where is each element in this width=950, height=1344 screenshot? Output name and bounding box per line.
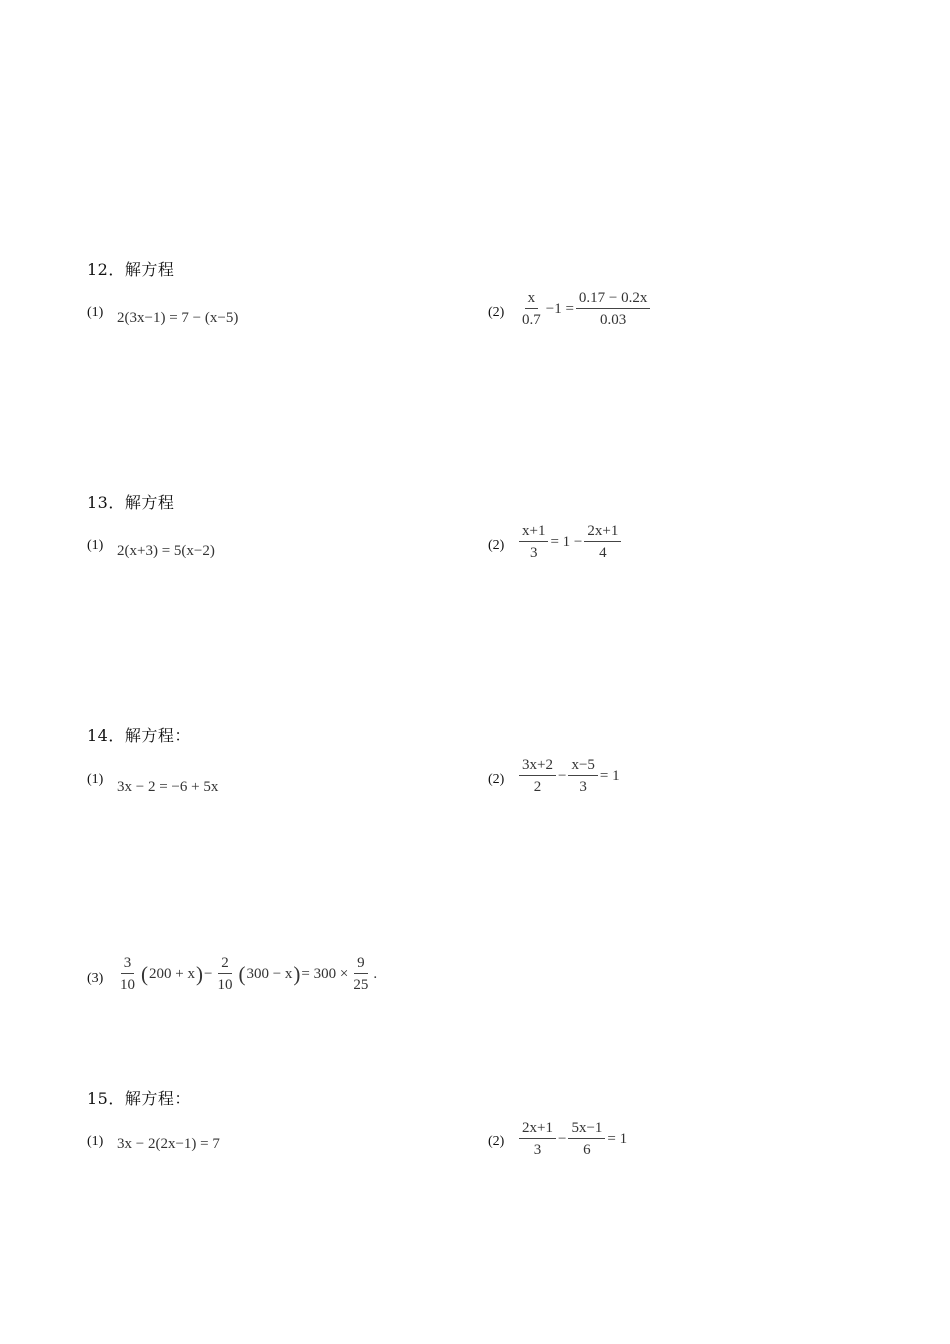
- fraction: [350, 955, 371, 993]
- fraction: [568, 1120, 605, 1158]
- q12-part1-label: (1): [87, 305, 104, 320]
- numerator: x: [525, 290, 539, 309]
- q13-part2-equation: [517, 523, 623, 561]
- period: .: [373, 965, 378, 982]
- q15-part1-label: (1): [87, 1134, 104, 1149]
- fraction: [584, 523, 621, 561]
- operator: = 1 −: [550, 533, 583, 550]
- paren-open: (: [238, 961, 246, 986]
- denominator: 4: [599, 545, 607, 561]
- fraction: [576, 290, 650, 328]
- operator: −: [203, 965, 213, 982]
- numerator: 2: [218, 955, 232, 974]
- operator: −: [557, 1130, 567, 1147]
- group-expression: 300 − x: [246, 965, 293, 982]
- equals-one: = 1: [599, 767, 620, 784]
- q14-part2-label: (2): [488, 772, 505, 787]
- equals-one: = 1: [607, 1130, 628, 1147]
- q14-part1-label: (1): [87, 772, 104, 787]
- q15-part2-label: (2): [488, 1134, 505, 1149]
- q13-part2-label: (2): [488, 538, 505, 553]
- q14-title: 14．解方程：: [87, 726, 191, 745]
- operator: −: [557, 767, 567, 784]
- denominator: 25: [353, 977, 369, 993]
- numerator: 3: [121, 955, 135, 974]
- denominator: 0.7: [522, 312, 541, 328]
- paren-close: ): [195, 961, 203, 986]
- q15-title: 15．解方程：: [87, 1089, 191, 1108]
- denominator: 0.03: [600, 312, 627, 328]
- paren-close: ): [293, 961, 301, 986]
- denominator: 10: [217, 977, 233, 993]
- fraction: [568, 757, 597, 795]
- q14-part3-label: (3): [87, 971, 104, 986]
- fraction: [519, 757, 556, 795]
- numerator: 2x+1: [584, 523, 621, 542]
- numerator: x−5: [568, 757, 597, 776]
- denominator: 3: [533, 1142, 542, 1158]
- numerator: 5x−1: [568, 1120, 605, 1139]
- q12-title: 12．解方程: [87, 260, 175, 279]
- fraction: [519, 290, 544, 328]
- q12-part2-equation: [517, 290, 652, 328]
- group-expression: 200 + x: [149, 965, 195, 982]
- numerator: 3x+2: [519, 757, 556, 776]
- fraction: [519, 1120, 556, 1158]
- denominator: 3: [579, 779, 587, 795]
- q13-part1-equation: 2(x+3) = 5(x−2): [117, 543, 215, 559]
- q13-title: 13．解方程: [87, 493, 175, 512]
- q14-part1-equation: 3x − 2 = −6 + 5x: [117, 779, 219, 795]
- fraction: [519, 523, 548, 561]
- q12-part1-equation: 2(3x−1) = 7 − (x−5): [117, 310, 239, 326]
- paren-open: (: [141, 961, 148, 986]
- numerator: 9: [354, 955, 368, 974]
- q13-part1-label: (1): [87, 538, 104, 553]
- fraction: [214, 955, 235, 993]
- q12-part2-label: (2): [488, 305, 505, 320]
- operator: −1 =: [545, 300, 574, 317]
- denominator: 2: [533, 779, 542, 795]
- denominator: 6: [583, 1142, 591, 1158]
- q15-part1-equation: 3x − 2(2x−1) = 7: [117, 1136, 220, 1152]
- numerator: 2x+1: [519, 1120, 556, 1139]
- denominator: 10: [120, 977, 135, 993]
- q15-part2-equation: [517, 1120, 627, 1158]
- numerator: x+1: [519, 523, 548, 542]
- fraction: [117, 955, 138, 993]
- operator: = 300 ×: [301, 965, 349, 982]
- numerator: 0.17 − 0.2x: [576, 290, 650, 309]
- q14-part2-equation: [517, 757, 620, 795]
- denominator: 3: [529, 545, 538, 561]
- q14-part3-equation: [115, 955, 377, 993]
